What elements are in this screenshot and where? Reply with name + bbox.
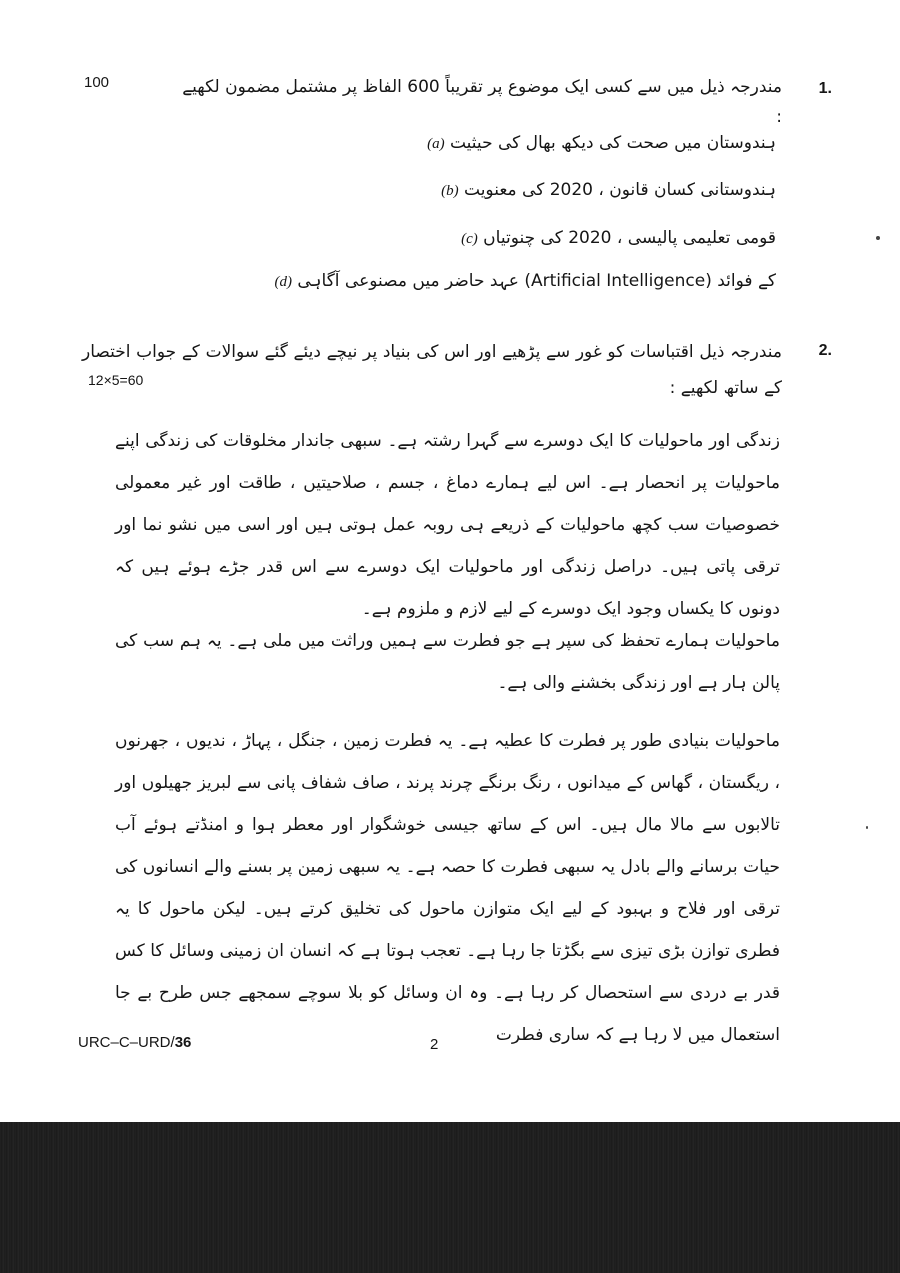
scan-speck — [876, 236, 880, 240]
option-b-text: ہندوستانی کسان قانون ، 2020 کی معنویت — [464, 180, 776, 200]
question-2-number: 2. — [818, 342, 832, 359]
paper-code-prefix: URC–C–URD/ — [78, 1034, 175, 1051]
question-2-marks: 12×5=60 — [88, 372, 144, 388]
passage-paragraph-2: ماحولیات ہمارے تحفظ کی سپر ہے جو فطرت سے ہمیں وراثت میں ملی ہے۔ یہ ہم سب کی پالن ہار ہے اور زندگی بخشنے والی ہے۔ — [115, 631, 780, 693]
paper-code-number: 36 — [174, 1034, 192, 1051]
option-b — [423, 175, 776, 206]
option-d-label: (d) — [274, 274, 292, 290]
passage-paragraph-3: ماحولیات بنیادی طور پر فطرت کا عطیہ ہے۔ یہ فطرت زمین ، جنگل ، پہاڑ ، ندیوں ، جھرنوں ، ریگستان ، گھاس کے میدانوں ، رنگ برنگے چرند پرند ، صاف شفاف پانی سے لبریز جھیلوں اور تالابوں سے مالا مال ہیں۔ اس کے ساتھ جیسی خوشگوار اور معطر ہوا و امنڈتے ہوئے آب حیات برسانے والے بادل یہ سبھی فطرت کا حصہ ہے۔ یہ سبھی زمین پر بسنے والے انسانوں کی ترقی اور فلاح و بہبود کے لیے ایک متوازن ماحول کی تخلیق کرتے ہیں۔ لیکن ماحول کا یہ فطری توازن بڑی تیزی سے بگڑتا جا رہا ہے۔ تعجب ہوتا ہے کہ انسان ان زمینی وسائل کا کس قدر بے دردی سے استحصال کر رہا ہے۔ وہ ان وسائل کو بلا سوچے سمجھے جس طرح بے جا استعمال میں لا رہا ہے کہ ساری فطرت — [115, 731, 780, 1045]
option-a — [409, 128, 776, 159]
passage-paragraph-1: زندگی اور ماحولیات کا ایک دوسرے سے گہرا رشتہ ہے۔ سبھی جاندار مخلوقات کی زندگی اپنے ماحولیات پر انحصار ہے۔ اس لیے ہمارے دماغ ، جسم ، صلاحیتیں ، طاقت اور غیر معمولی خصوصیات سب کچھ ماحولیات کے ذریعے ہی روبہ عمل ہوتی ہیں اور اسی میں نشو نما اور ترقی پاتی ہیں۔ دراصل زندگی اور ماحولیات ایک دوسرے سے اس قدر جڑے ہوئے ہیں کہ دونوں کا یکساں وجود ایک دوسرے کے لیے لازم و ملزوم ہے۔ — [115, 431, 780, 619]
option-c-text: قومی تعلیمی پالیسی ، 2020 کی چنوتیاں — [483, 228, 776, 248]
option-c — [443, 223, 776, 254]
option-d — [256, 266, 776, 297]
page-number: 2 — [430, 1036, 439, 1053]
scan-speck — [866, 826, 868, 829]
option-a-text: ہندوستان میں صحت کی دیکھ بھال کی حیثیت — [449, 133, 776, 153]
question-2-text: مندرجہ ذیل اقتباسات کو غور سے پڑھیے اور اس کی بنیاد پر نیچے دیئے گئے سوالات کے جواب اختصار کے ساتھ لکھیے : — [82, 342, 782, 398]
question-1-number: 1. — [818, 80, 832, 97]
option-c-label: (c) — [461, 231, 478, 247]
option-b-label: (b) — [441, 183, 459, 199]
option-a-label: (a) — [427, 136, 445, 152]
paper-code — [78, 1034, 191, 1051]
option-d-text: عہد حاضر میں مصنوعی آگاہی (Artificial Intelligence) کے فوائد — [297, 271, 776, 291]
question-1-marks: 100 — [84, 74, 110, 91]
question-1-text: مندرجہ ذیل میں سے کسی ایک موضوع پر تقریباً 600 الفاظ پر مشتمل مضمون لکھیے : — [182, 77, 782, 127]
scan-shadow-region — [0, 1122, 900, 1273]
